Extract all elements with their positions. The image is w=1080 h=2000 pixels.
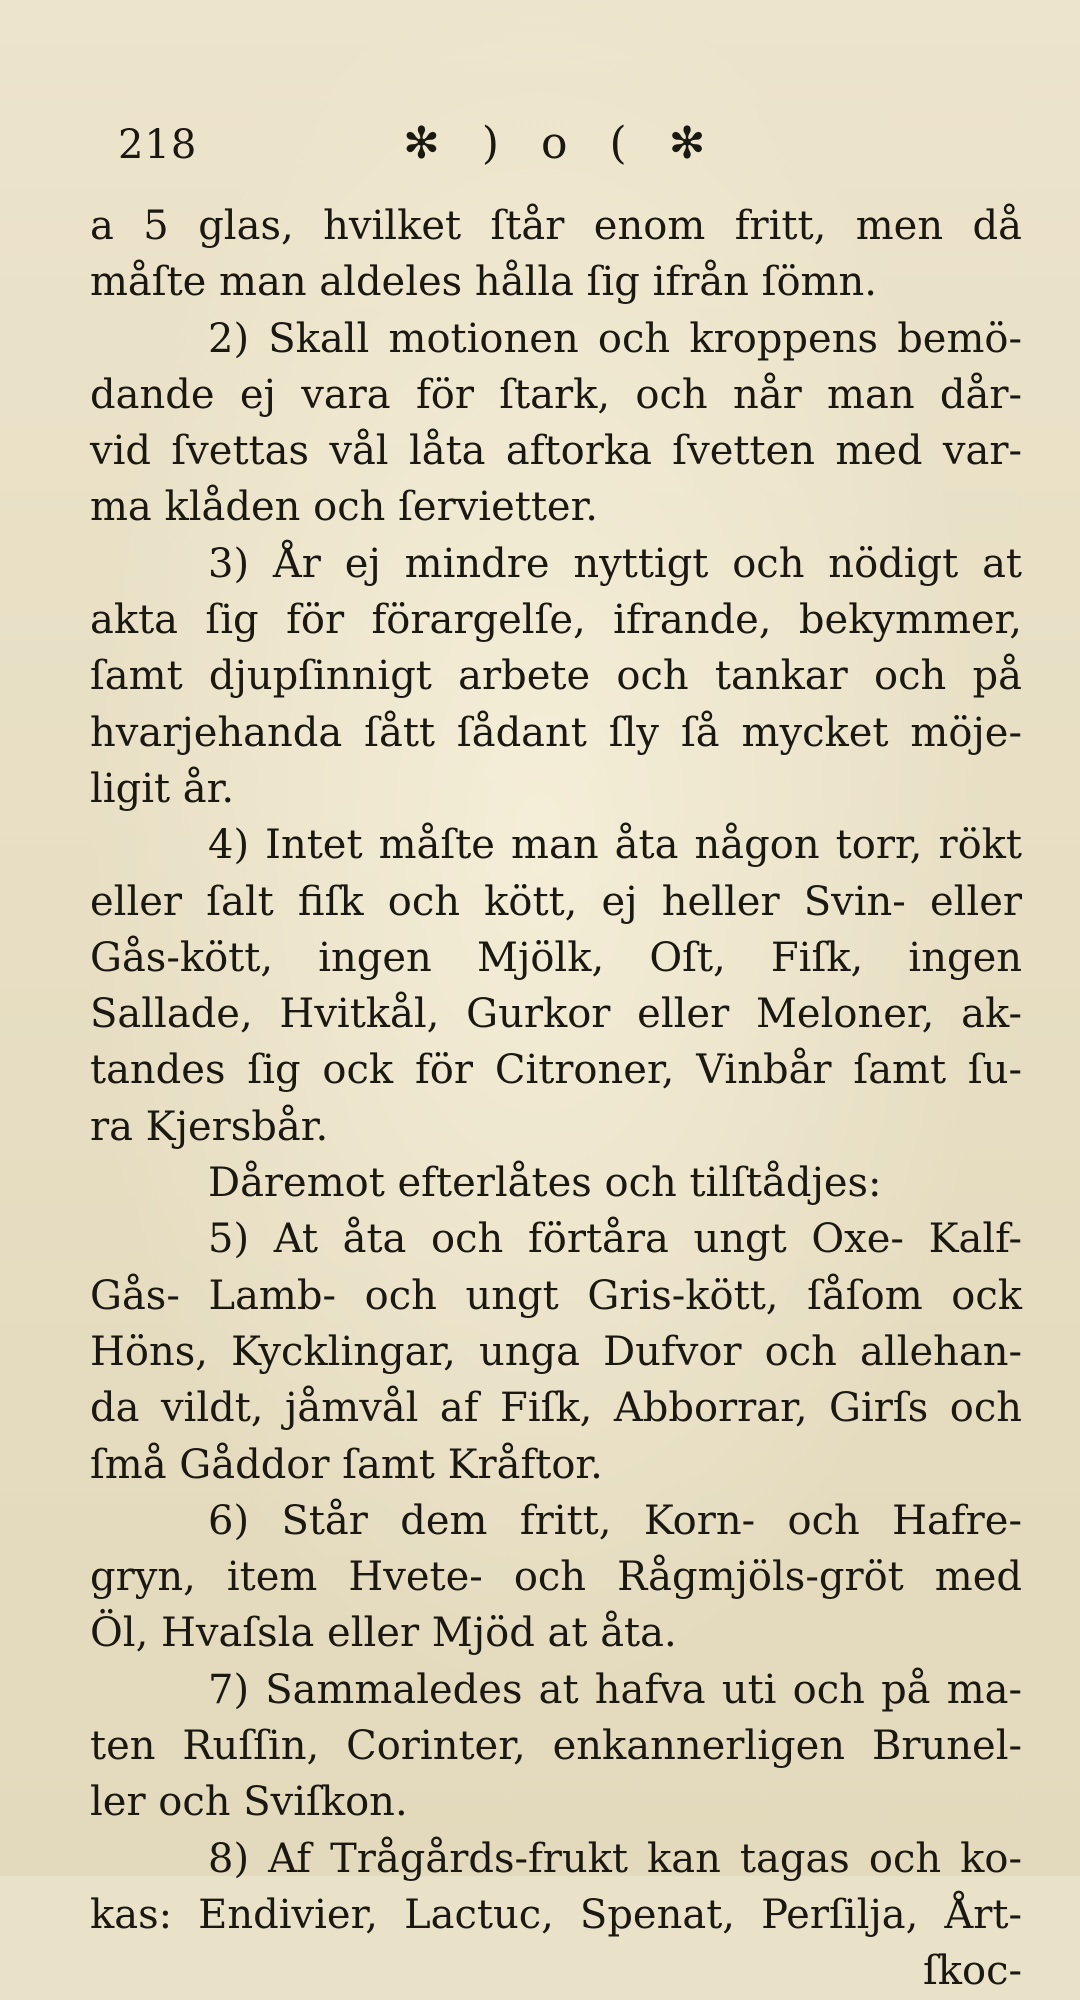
text-line: måſte man aldeles hålla ſig ifrån ſömn. xyxy=(90,259,877,306)
text-line: ra Kjersbår. xyxy=(90,1103,329,1150)
text-line: ten Ruſſin, Corinter, enkannerligen Brunel- xyxy=(90,1723,1022,1770)
text-line: eller ſalt fiſk och kött, ej heller Svin- eller xyxy=(90,878,1022,925)
text-line: ſmå Gåddor ſamt Kråftor. xyxy=(90,1441,603,1488)
text-line: 6) Står dem fritt, Korn- och Hafre- xyxy=(208,1497,1022,1544)
text-line: Höns, Kycklingar, unga Dufvor och allehan- xyxy=(90,1328,1022,1375)
text-line: kas: Endivier, Lactuc, Spenat, Perſilja, Årt- xyxy=(90,1891,1022,1938)
text-line: 2) Skall motionen och kroppens bemö- xyxy=(208,315,1022,362)
text-line: Gås- Lamb- och ungt Gris-kött, ſåſom ock xyxy=(90,1272,1022,1319)
text-line: 4) Intet måſte man åta någon torr, rökt xyxy=(208,822,1022,869)
text-line: Gås-kött, ingen Mjölk, Oſt, Fiſk, ingen xyxy=(90,934,1022,981)
text-line: hvarjehanda ſått ſådant ſly ſå mycket möje- xyxy=(90,709,1022,756)
body-text xyxy=(90,198,1022,2000)
text-line: 3) År ej mindre nyttigt och nödigt at xyxy=(208,540,1022,587)
text-line: tandes ſig ock för Citroner, Vinbår ſamt ſu- xyxy=(90,1047,1022,1094)
text-line: ligit år. xyxy=(90,765,235,812)
text-line: dande ej vara för ſtark, och når man dår- xyxy=(90,371,1022,418)
text-line: 8) Af Trågårds-frukt kan tagas och ko- xyxy=(208,1835,1022,1882)
text-line: ma klåden och ſervietter. xyxy=(90,484,599,531)
text-line: gryn, item Hvete- och Rågmjöls-gröt med xyxy=(90,1554,1022,1601)
running-head-ornament: ✻ ) o ( ✻ xyxy=(403,118,720,169)
text-line: akta ſig för förargelſe, ifrande, bekymmer, xyxy=(90,597,1022,644)
page-header xyxy=(118,110,978,180)
text-line: 5) At åta och förtåra ungt Oxe- Kalf- xyxy=(208,1216,1022,1263)
text-line: Sallade, Hvitkål, Gurkor eller Meloner, ak- xyxy=(90,991,1022,1038)
catchword: ſkoc- xyxy=(922,1948,1022,1995)
text-line: ler och Sviſkon. xyxy=(90,1779,408,1826)
text-line: 7) Sammaledes at hafva uti och på ma- xyxy=(208,1666,1022,1713)
text-line: ſamt djupſinnigt arbete och tankar och på xyxy=(90,653,1022,700)
text-line: vid ſvettas vål låta aftorka ſvetten med var- xyxy=(90,428,1022,475)
text-line: a 5 glas, hvilket ſtår enom fritt, men då xyxy=(90,203,1022,249)
text-line: Öl, Hvaſsla eller Mjöd at åta. xyxy=(90,1610,677,1657)
text-line: Dåremot efterlåtes och tilſtådjes: xyxy=(208,1160,882,1207)
text-line: da vildt, jåmvål af Fiſk, Abborrar, Girſs och xyxy=(90,1385,1022,1432)
page-number: 218 xyxy=(118,122,198,168)
